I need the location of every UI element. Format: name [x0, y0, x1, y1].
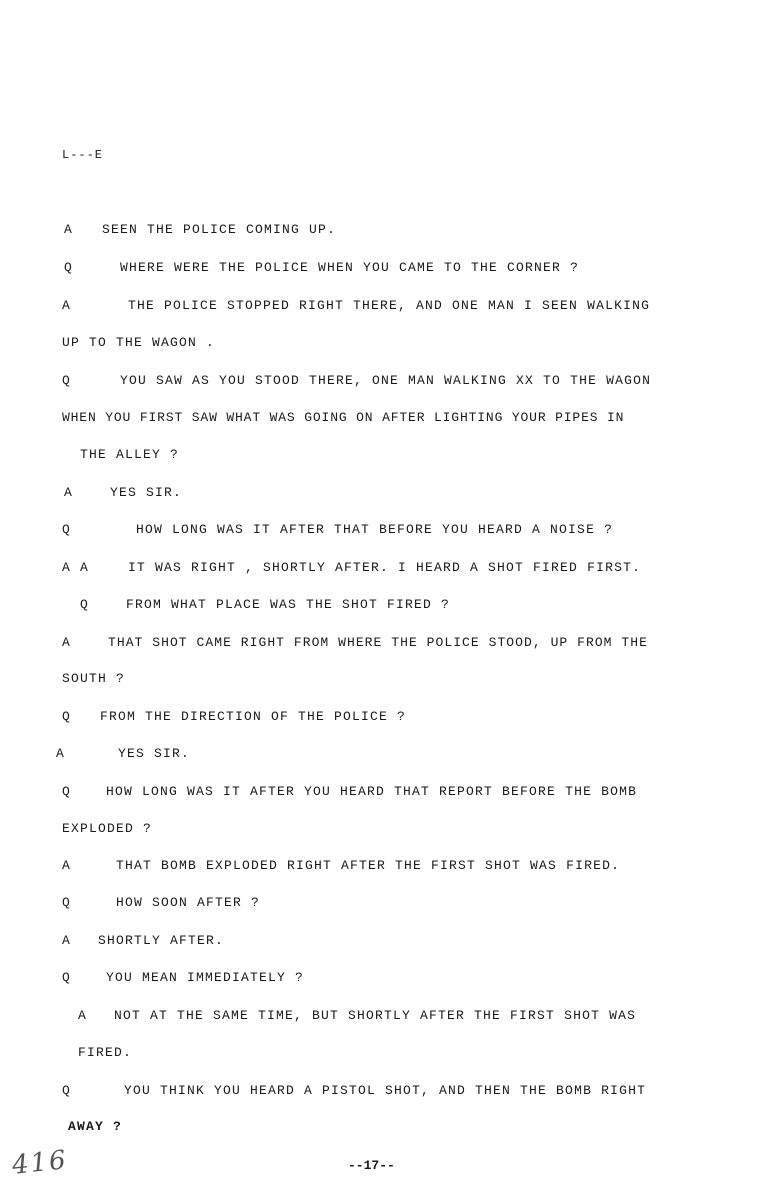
line-text: IT WAS RIGHT , SHORTLY AFTER. I HEARD A SHOT FIRED FIRST.	[128, 560, 642, 575]
line-text: THAT SHOT CAME RIGHT FROM WHERE THE POLICE STOOD, UP FROM THE	[108, 635, 648, 650]
line-text: WHERE WERE THE POLICE WHEN YOU CAME TO THE CORNER ?	[120, 260, 580, 275]
line-text: YOU MEAN IMMEDIATELY ?	[106, 970, 305, 985]
line-text: SOUTH ?	[62, 671, 126, 686]
transcript-line	[62, 858, 620, 873]
line-text: YOU SAW AS YOU STOOD THERE, ONE MAN WALKING XX TO THE WAGON	[120, 373, 652, 388]
transcript-line	[62, 895, 260, 910]
transcript-line	[62, 784, 637, 799]
transcript-line	[80, 447, 179, 462]
transcript-line	[62, 335, 215, 350]
line-text: SHORTLY AFTER.	[98, 933, 225, 948]
transcript-line	[78, 1008, 636, 1023]
transcript-line	[80, 597, 450, 612]
speaker-label: Q	[62, 784, 72, 799]
transcript-line	[64, 260, 579, 275]
transcript-line	[78, 1045, 132, 1060]
transcript-line	[62, 1083, 646, 1098]
line-text: NOT AT THE SAME TIME, BUT SHORTLY AFTER THE FIRST SHOT WAS	[114, 1008, 637, 1023]
line-text: FROM THE DIRECTION OF THE POLICE ?	[100, 709, 407, 724]
transcript-line	[62, 298, 650, 313]
speaker-label: A	[62, 635, 71, 650]
speaker-label: Q	[64, 260, 74, 275]
speaker-label: Q	[62, 1083, 72, 1098]
line-text: FROM WHAT PLACE WAS THE SHOT FIRED ?	[126, 597, 451, 612]
line-text: SEEN THE POLICE COMING UP.	[102, 222, 337, 237]
line-text: HOW LONG WAS IT AFTER THAT BEFORE YOU HEARD A NOISE ?	[136, 522, 614, 537]
page-number: --17--	[348, 1158, 395, 1173]
transcript-line	[62, 709, 406, 724]
speaker-label: A	[62, 858, 72, 873]
transcript-line	[68, 1119, 122, 1134]
line-text: WHEN YOU FIRST SAW WHAT WAS GOING ON AFTER LIGHTING YOUR PIPES IN	[62, 410, 625, 425]
transcript-line	[64, 222, 336, 237]
speaker-label: Q	[62, 709, 72, 724]
speaker-label: A	[64, 222, 74, 237]
line-text: THE ALLEY ?	[80, 447, 180, 462]
transcript-line	[62, 560, 641, 575]
line-text: HOW LONG WAS IT AFTER YOU HEARD THAT REPORT BEFORE THE BOMB	[106, 784, 638, 799]
line-text: EXPLODED ?	[62, 821, 153, 836]
transcript-line	[56, 746, 190, 761]
speaker-label: A A	[62, 560, 90, 575]
speaker-label: A	[62, 298, 72, 313]
speaker-label: Q	[80, 597, 90, 612]
transcript-line	[62, 821, 152, 836]
speaker-label: A	[64, 485, 74, 500]
transcript-line	[62, 635, 648, 650]
transcript-line	[62, 933, 224, 948]
speaker-label: A	[56, 746, 66, 761]
line-text: AWAY ?	[68, 1119, 123, 1134]
speaker-label: Q	[62, 895, 72, 910]
speaker-label: Q	[62, 373, 72, 388]
line-text: YES SIR.	[110, 485, 183, 500]
transcript-line	[62, 671, 125, 686]
transcript-line	[62, 970, 304, 985]
line-text: YES SIR.	[118, 746, 191, 761]
transcript-line	[62, 373, 651, 388]
speaker-label: Q	[62, 970, 72, 985]
line-text: UP TO THE WAGON .	[62, 335, 216, 350]
transcript-line	[62, 522, 613, 537]
line-text: HOW SOON AFTER ?	[116, 895, 261, 910]
page-header: L---E	[62, 148, 104, 162]
transcript-line	[64, 485, 182, 500]
line-text: FIRED.	[78, 1045, 133, 1060]
line-text: YOU THINK YOU HEARD A PISTOL SHOT, AND THEN THE BOMB RIGHT	[124, 1083, 647, 1098]
line-text: THE POLICE STOPPED RIGHT THERE, AND ONE MAN I SEEN WALKING	[128, 298, 651, 313]
transcript-line	[62, 410, 624, 425]
handwritten-page-mark: 416	[10, 1145, 70, 1181]
line-text: THAT BOMB EXPLODED RIGHT AFTER THE FIRST SHOT WAS FIRED.	[116, 858, 621, 873]
speaker-label: A	[62, 933, 72, 948]
speaker-label: Q	[62, 522, 72, 537]
speaker-label: A	[78, 1008, 88, 1023]
